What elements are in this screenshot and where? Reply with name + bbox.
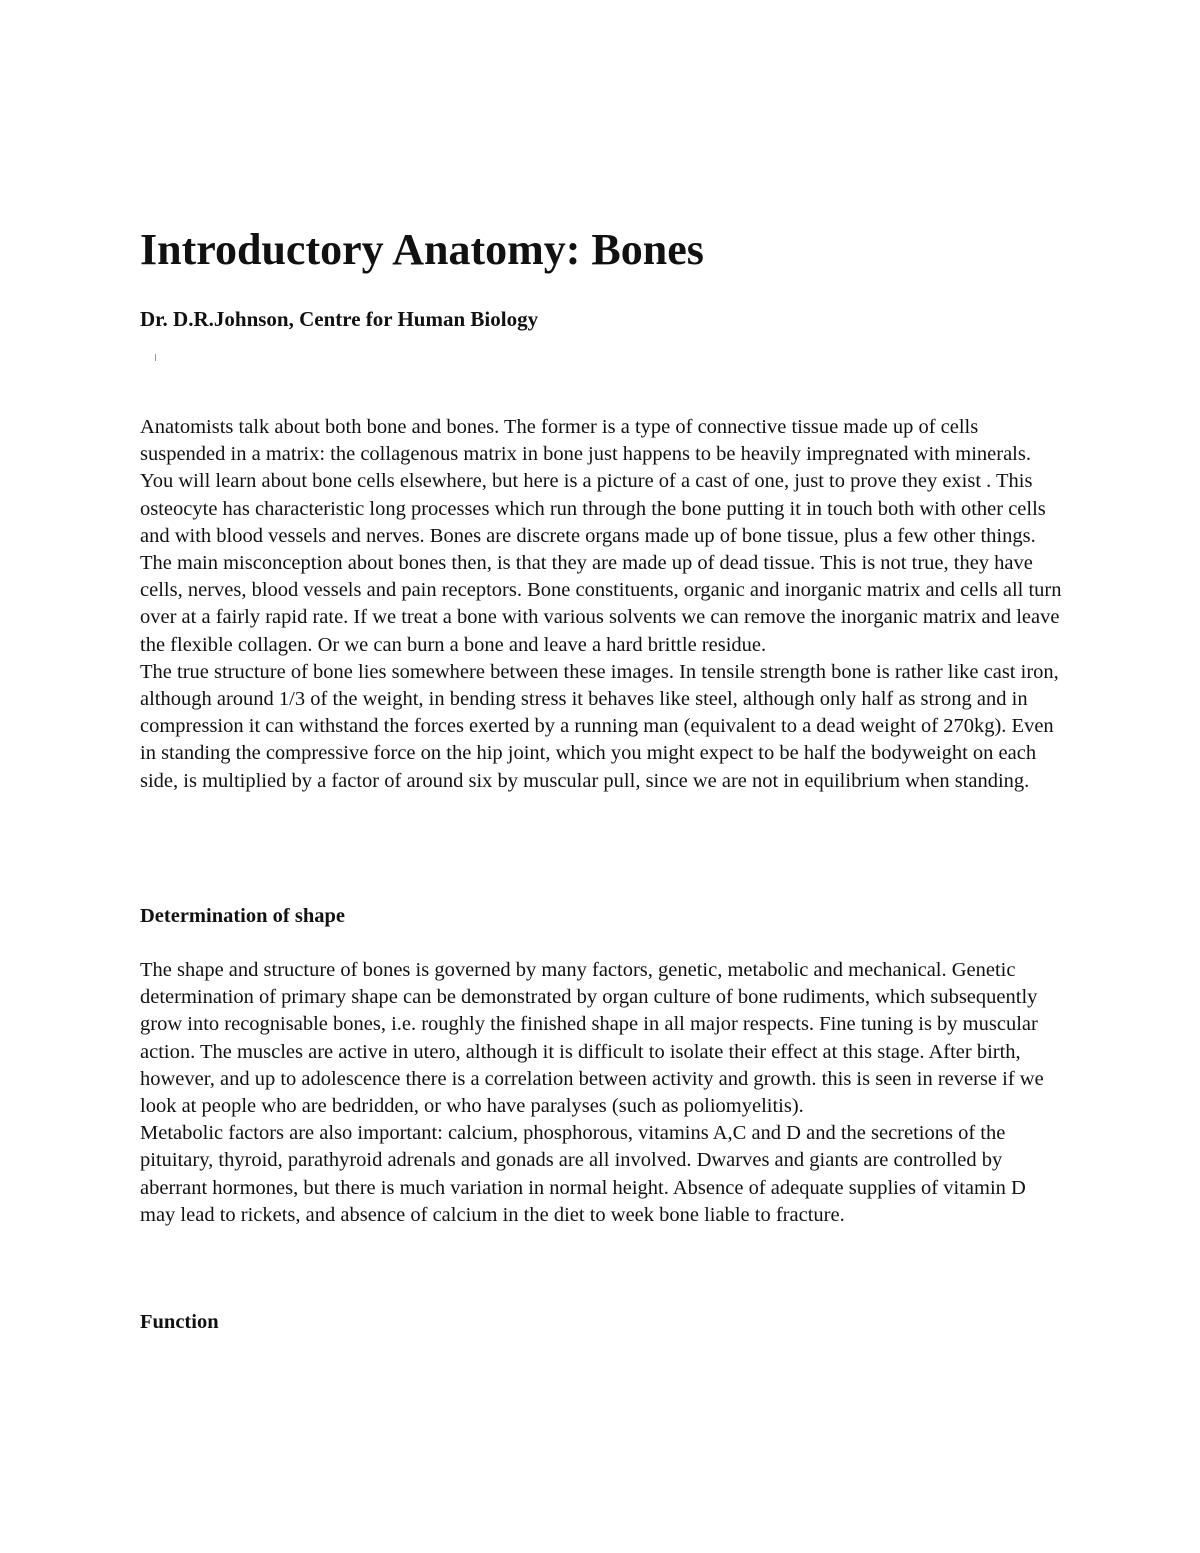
shape-paragraph: Metabolic factors are also important: calcium, phosphorous, vitamins A,C and D and the secretions of the pituitary, thyroid, parathyroid adrenals and gonads are all involved. Dwarves and giants are controlled by aberrant hormones, but there is much variation in normal height. Absence of adequate supplies of vitamin D may lead to rickets, and absence of calcium in the diet to week bone liable to fracture. bbox=[140, 1122, 1026, 1226]
intro-text-block bbox=[140, 414, 1065, 795]
author-line: Dr. D.R.Johnson, Centre for Human Biology bbox=[140, 307, 539, 331]
intro-paragraph: The true structure of bone lies somewhere between these images. In tensile strength bone is rather like cast iron, although around 1/3 of the weight, in bending stress it behaves like steel, although only half as strong and in compression it can withstand the forces exerted by a running man (equivalent to a dead weight of 270kg). Even in standing the compressive force on the hip joint, which you might expect to be half the bodyweight on each side, is multiplied by a factor of around six by muscular pull, since we are not in equilibrium when standing. bbox=[140, 660, 1059, 792]
shape-text-block bbox=[140, 957, 1065, 1229]
stray-mark bbox=[155, 354, 156, 361]
section-heading-function: Function bbox=[140, 1311, 219, 1333]
intro-paragraph: Anatomists talk about both bone and bones. The former is a type of connective tissue made up of cells suspended in a matrix: the collagenous matrix in bone just happens to be heavily impregnated with minerals. You will learn about bone cells elsewhere, but here is a picture of a cast of one, just to prove they exist . This osteocyte has characteristic long processes which run through the bone putting it in touch both with other cells and with blood vessels and nerves. Bones are discrete organs made up of bone tissue, plus a few other things. bbox=[140, 416, 1046, 547]
document-page bbox=[140, 0, 1065, 1553]
shape-paragraph: The shape and structure of bones is governed by many factors, genetic, metabolic and mechanical. Genetic determination of primary shape can be demonstrated by organ culture of bone rudiments, which subsequently grow into recognisable bones, i.e. roughly the finished shape in all major respects. Fine tuning is by muscular action. The muscles are active in utero, although it is difficult to isolate their effect at this stage. After birth, however, and up to adolescence there is a correlation between activity and growth. this is seen in reverse if we look at people who are bedridden, or who have paralyses (such as poliomyelitis). bbox=[140, 959, 1044, 1118]
section-heading-shape: Determination of shape bbox=[140, 905, 345, 927]
document-title: Introductory Anatomy: Bones bbox=[140, 225, 704, 274]
intro-paragraph: The main misconception about bones then, is that they are made up of dead tissue. This is not true, they have cells, nerves, blood vessels and pain receptors. Bone constituents, organic and inorganic matrix and cells all turn over at a fairly rapid rate. If we treat a bone with various solvents we can remove the inorganic matrix and leave the flexible collagen. Or we can burn a bone and leave a hard brittle residue. bbox=[140, 552, 1062, 656]
